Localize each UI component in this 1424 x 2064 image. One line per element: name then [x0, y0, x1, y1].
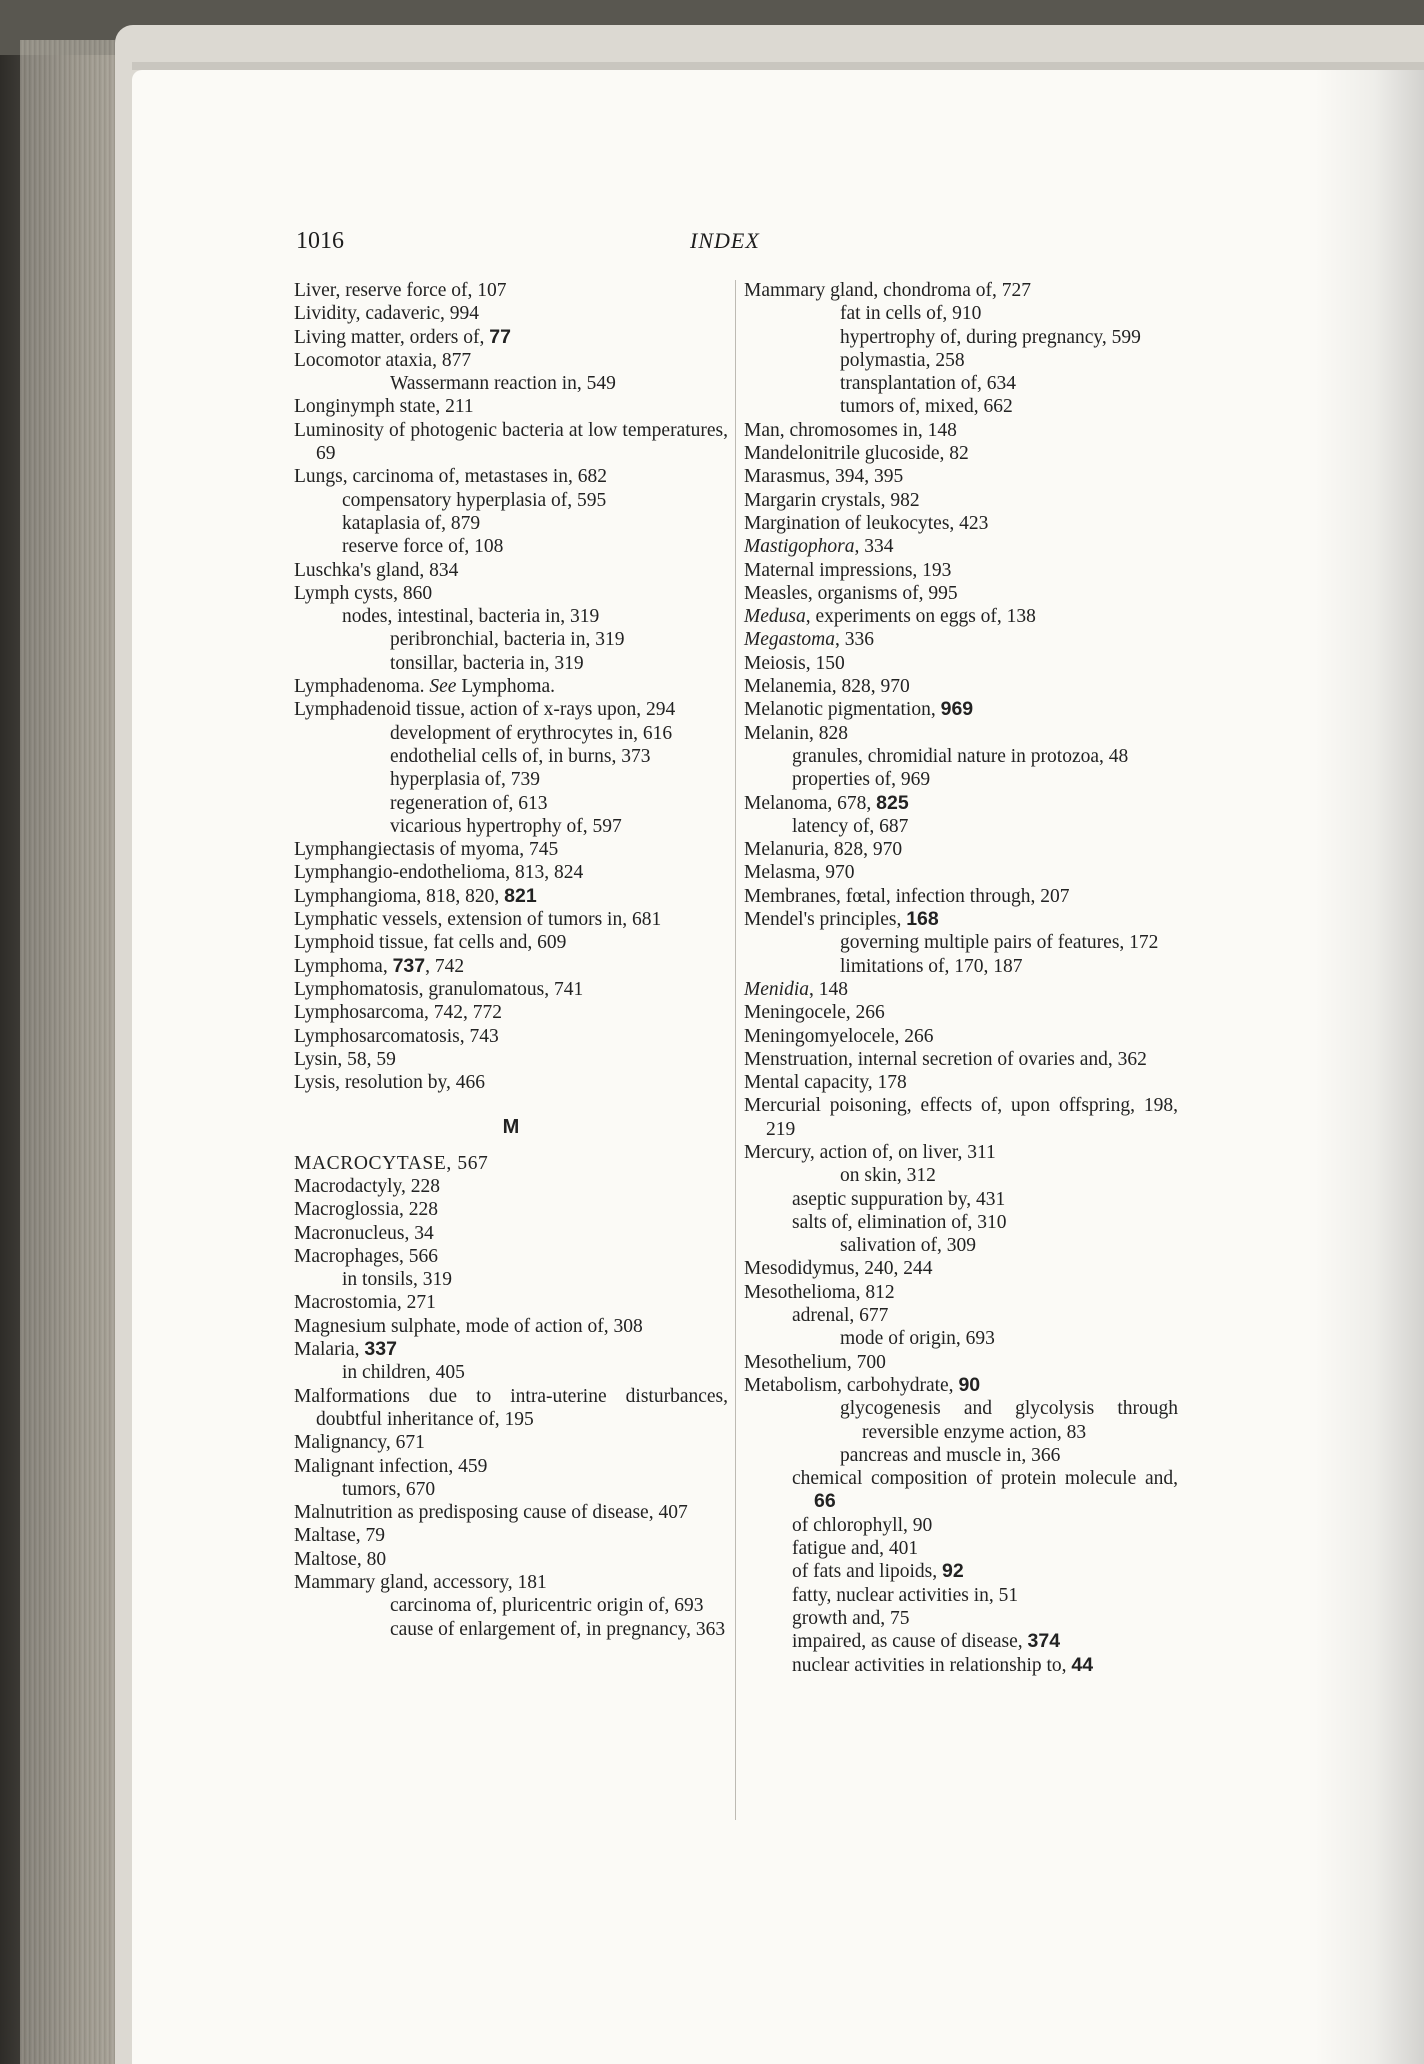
index-entry — [744, 372, 1178, 395]
entry-text: Macroglossia, 228 — [294, 1199, 439, 1221]
index-entry — [294, 1478, 728, 1501]
entry-page-bold: 66 — [814, 1490, 836, 1513]
entry-text: Lymphoid tissue, fat cells and, 609 — [294, 932, 567, 954]
entry-text: of chlorophyll, 90 — [792, 1514, 933, 1536]
entry-text: Melanotic pigmentation, — [744, 699, 941, 721]
index-entry — [744, 1607, 1178, 1630]
entry-text: Wassermann reaction in, 549 — [390, 373, 616, 395]
index-column-left — [294, 279, 728, 1641]
entry-page-bold: 44 — [1071, 1653, 1094, 1676]
entry-text: Man, chromosomes in, 148 — [744, 419, 957, 441]
entry-text: Lungs, carcinoma of, metastases in, 682 — [294, 466, 607, 488]
entry-text: granules, chromidial nature in protozoa, 48 — [792, 745, 1129, 767]
entry-text: Locomotor ataxia, 877 — [294, 349, 472, 371]
index-entry — [294, 628, 728, 651]
entry-text: carcinoma of, pluricentric origin of, 693 — [390, 1595, 704, 1617]
index-entry — [744, 768, 1178, 791]
entry-text: vicarious hypertrophy of, 597 — [390, 815, 622, 837]
column-divider — [735, 280, 736, 1820]
index-entry — [744, 1048, 1178, 1071]
entry-text: Lymphomatosis, granulomatous, 741 — [294, 978, 584, 1000]
index-entry — [294, 1245, 728, 1268]
entry-text: Mercury, action of, on liver, 311 — [744, 1141, 996, 1163]
entry-page-bold: 969 — [940, 698, 974, 721]
entry-page-bold: 737 — [392, 954, 426, 977]
entry-text-tail: Lymphoma. — [456, 676, 556, 698]
index-entry — [294, 1152, 728, 1175]
section-letter: M — [502, 1116, 520, 1139]
entry-page-bold: 374 — [1027, 1630, 1061, 1653]
index-entry — [294, 349, 728, 372]
index-entry — [294, 1501, 728, 1524]
page-top-rim — [132, 62, 1424, 70]
entry-text: peribronchial, bacteria in, 319 — [390, 629, 625, 651]
index-entry — [744, 861, 1178, 884]
entry-page-bold: 90 — [958, 1373, 981, 1396]
index-entry — [744, 1164, 1178, 1187]
entry-text: Lymphadenoma. — [294, 676, 430, 698]
index-entry — [294, 559, 728, 582]
index-entry — [294, 1361, 728, 1384]
entry-text: Luschka's gland, 834 — [294, 559, 459, 581]
entry-text: Melanemia, 828, 970 — [744, 676, 910, 698]
index-entry — [294, 1618, 728, 1641]
index-entry — [294, 675, 728, 698]
index-entry — [294, 395, 728, 418]
entry-text: Lymphatic vessels, extension of tumors in, 681 — [294, 909, 662, 931]
entry-text: salivation of, 309 — [840, 1235, 976, 1257]
entry-text: Melanuria, 828, 970 — [744, 839, 903, 861]
index-entry — [294, 908, 728, 931]
index-entry — [294, 1198, 728, 1221]
index-entry — [294, 1291, 728, 1314]
entry-text: glycogenesis and glycolysis through reversible enzyme action, 83 — [840, 1398, 1178, 1443]
entry-text: cause of enlargement of, in pregnancy, 363 — [390, 1618, 726, 1640]
entry-text: Macrodactyly, 228 — [294, 1175, 441, 1197]
index-entry — [744, 885, 1178, 908]
index-entry — [744, 1397, 1178, 1444]
entry-text: regeneration of, 613 — [390, 792, 548, 814]
entry-text: Meningocele, 266 — [744, 1002, 885, 1024]
entry-text: , 336 — [835, 629, 874, 651]
index-entry — [294, 372, 728, 395]
index-entry — [294, 605, 728, 628]
index-entry — [294, 838, 728, 861]
entry-text: MACROCYTASE, 567 — [294, 1152, 489, 1174]
index-entry — [744, 419, 1178, 442]
index-entry — [744, 465, 1178, 488]
entry-italic-ref: See — [429, 676, 457, 698]
entry-text: kataplasia of, 879 — [342, 512, 481, 534]
index-entry — [744, 698, 1178, 721]
entry-text: Maternal impressions, 193 — [744, 559, 952, 581]
entry-text: polymastia, 258 — [840, 349, 965, 371]
index-entry — [294, 1594, 728, 1617]
index-entry — [744, 745, 1178, 768]
index-entry — [294, 722, 728, 745]
index-entry — [744, 1188, 1178, 1211]
entry-text: Lymphosarcomatosis, 743 — [294, 1025, 499, 1047]
entry-text: Lividity, cadaveric, 994 — [294, 303, 480, 325]
index-entry — [294, 861, 728, 884]
entry-text: properties of, 969 — [792, 769, 931, 791]
entry-text: Mental capacity, 178 — [744, 1072, 907, 1094]
index-entry — [744, 1001, 1178, 1024]
index-entry — [294, 1048, 728, 1071]
entry-text: Lymphosarcoma, 742, 772 — [294, 1002, 502, 1024]
entry-page-bold: 77 — [489, 325, 511, 348]
entry-text: Melanin, 828 — [744, 722, 848, 744]
entry-page-bold: 168 — [906, 908, 939, 931]
index-entry — [294, 279, 728, 302]
entry-text: fatty, nuclear activities in, 51 — [792, 1584, 1019, 1606]
entry-text: Lysis, resolution by, 466 — [294, 1072, 486, 1094]
index-entry — [744, 652, 1178, 675]
entry-text: Meiosis, 150 — [744, 652, 845, 674]
index-entry — [744, 628, 1178, 651]
entry-text: endothelial cells of, in burns, 373 — [390, 745, 651, 767]
index-entry — [744, 931, 1178, 954]
index-entry — [294, 1222, 728, 1245]
index-entry — [294, 1025, 728, 1048]
entry-text: governing multiple pairs of features, 172 — [840, 932, 1159, 954]
index-entry — [294, 652, 728, 675]
index-entry — [744, 1351, 1178, 1374]
entry-text: , experiments on eggs of, 138 — [805, 606, 1036, 628]
entry-text: Luminosity of photogenic bacteria at low temperatures, 69 — [294, 419, 728, 465]
index-entry — [744, 279, 1178, 302]
entry-text: Lymphangiectasis of myoma, 745 — [294, 839, 559, 861]
entry-text: Mercurial poisoning, effects of, upon offspring, 198, 219 — [744, 1095, 1178, 1140]
entry-text: Marasmus, 394, 395 — [744, 466, 904, 488]
index-entry — [744, 1025, 1178, 1048]
entry-text: Mendel's principles, — [744, 909, 907, 931]
index-entry — [744, 1327, 1178, 1350]
entry-text: Malignancy, 671 — [294, 1432, 425, 1454]
index-entry — [744, 815, 1178, 838]
index-entry — [744, 605, 1178, 628]
entry-text: pancreas and muscle in, 366 — [840, 1444, 1061, 1466]
index-entry — [294, 1175, 728, 1198]
entry-text: , 148 — [808, 978, 848, 1000]
entry-page-bold: 337 — [364, 1338, 397, 1361]
index-entry — [744, 1584, 1178, 1607]
entry-italic-term: Menidia — [744, 978, 809, 1000]
entry-text: chemical composition of protein molecule and, — [792, 1468, 1178, 1490]
index-entry — [744, 675, 1178, 698]
index-entry — [744, 722, 1178, 745]
entry-text: development of erythrocytes in, 616 — [390, 722, 673, 744]
index-entry — [744, 1467, 1178, 1514]
index-entry — [294, 535, 728, 558]
entry-text: impaired, as cause of disease, — [792, 1631, 1028, 1653]
index-entry — [294, 698, 728, 721]
entry-text: Macronucleus, 34 — [294, 1222, 434, 1244]
entry-text: growth and, 75 — [792, 1607, 910, 1629]
index-entry — [744, 1537, 1178, 1560]
entry-text: Mammary gland, chondroma of, 727 — [744, 280, 1032, 301]
entry-text: on skin, 312 — [840, 1165, 936, 1187]
index-entry — [744, 978, 1178, 1001]
index-entry — [744, 1444, 1178, 1467]
index-entry — [744, 1304, 1178, 1327]
index-entry — [744, 1257, 1178, 1280]
index-entry — [744, 1211, 1178, 1234]
entry-text: fat in cells of, 910 — [840, 303, 982, 325]
index-entry — [294, 768, 728, 791]
entry-text: Malformations due to intra-uterine disturbances, doubtful inheritance of, 195 — [294, 1385, 728, 1430]
entry-text: tumors, 670 — [342, 1478, 436, 1500]
entry-text: nodes, intestinal, bacteria in, 319 — [342, 606, 600, 628]
index-entry — [294, 1338, 728, 1361]
entry-text: Mandelonitrile glucoside, 82 — [744, 443, 969, 465]
index-entry — [294, 1524, 728, 1547]
page-curl-shadow — [1314, 70, 1424, 2064]
entry-text-tail: , 742 — [425, 955, 465, 977]
entry-text: transplantation of, 634 — [840, 373, 1017, 395]
entry-text: Maltose, 80 — [294, 1548, 387, 1570]
index-entry — [294, 1548, 728, 1571]
index-entry — [744, 302, 1178, 325]
entry-text: Margarin crystals, 982 — [744, 489, 920, 511]
index-entry — [294, 792, 728, 815]
entry-italic-term: Medusa — [744, 606, 806, 628]
entry-text: Measles, organisms of, 995 — [744, 582, 958, 604]
entry-text: of fats and lipoids, — [792, 1561, 943, 1583]
entry-text: Mesodidymus, 240, 244 — [744, 1258, 933, 1280]
index-entry — [744, 1630, 1178, 1653]
entry-text: Maltase, 79 — [294, 1525, 385, 1547]
index-entry — [744, 582, 1178, 605]
index-entry — [294, 885, 728, 908]
index-entry — [744, 489, 1178, 512]
entry-text: salts of, elimination of, 310 — [792, 1211, 1007, 1233]
entry-text: reserve force of, 108 — [342, 536, 504, 558]
index-entry — [294, 1268, 728, 1291]
entry-text: nuclear activities in relationship to, — [792, 1654, 1072, 1676]
index-entry — [744, 395, 1178, 418]
entry-text: Malaria, — [294, 1339, 365, 1361]
index-entry — [294, 1001, 728, 1024]
entry-text: Malignant infection, 459 — [294, 1455, 488, 1477]
entry-text: Macrostomia, 271 — [294, 1292, 436, 1314]
index-entry — [294, 582, 728, 605]
index-entry — [294, 978, 728, 1001]
index-entry — [294, 419, 728, 466]
entry-text: limitations of, 170, 187 — [840, 955, 1023, 977]
index-entry — [294, 489, 728, 512]
index-entry — [294, 465, 728, 488]
index-entry — [294, 1315, 728, 1338]
entry-page-bold: 825 — [876, 791, 909, 814]
index-entry — [294, 931, 728, 954]
index-entry — [744, 1234, 1178, 1257]
index-entry — [744, 1654, 1178, 1677]
entry-text: Lymphangioma, 818, 820, — [294, 885, 505, 907]
entry-text: Mesothelium, 700 — [744, 1351, 886, 1373]
entry-text: Mammary gland, accessory, 181 — [294, 1572, 547, 1594]
entry-text: mode of origin, 693 — [840, 1328, 995, 1350]
index-entry — [744, 1514, 1178, 1537]
index-entry — [744, 512, 1178, 535]
index-entry — [294, 1385, 728, 1432]
entry-text: hyperplasia of, 739 — [390, 769, 541, 791]
index-entry — [744, 1094, 1178, 1141]
entry-text: tonsillar, bacteria in, 319 — [390, 652, 584, 674]
index-entry — [294, 326, 728, 349]
entry-italic-term: Megastoma — [744, 629, 835, 651]
entry-text: Margination of leukocytes, 423 — [744, 512, 989, 534]
entry-text: Living matter, orders of, — [294, 326, 490, 348]
index-entry — [744, 792, 1178, 815]
index-entry — [294, 955, 728, 978]
entry-page-bold: 821 — [504, 884, 537, 907]
index-entry — [744, 908, 1178, 931]
index-entry — [294, 1431, 728, 1454]
index-entry — [294, 745, 728, 768]
index-entry — [744, 442, 1178, 465]
entry-text: Macrophages, 566 — [294, 1245, 439, 1267]
entry-text: Melanoma, 678, — [744, 792, 877, 814]
entry-text: hypertrophy of, during pregnancy, 599 — [840, 326, 1141, 348]
index-entry — [744, 1560, 1178, 1583]
index-entry — [744, 349, 1178, 372]
index-entry — [294, 1571, 728, 1594]
index-entry — [294, 512, 728, 535]
entry-text: Lymphangio-endothelioma, 813, 824 — [294, 862, 584, 884]
index-entry — [744, 838, 1178, 861]
entry-text: Lysin, 58, 59 — [294, 1048, 396, 1070]
entry-text: compensatory hyperplasia of, 595 — [342, 489, 607, 511]
index-entry — [294, 815, 728, 838]
index-entry — [744, 535, 1178, 558]
index-entry — [744, 1071, 1178, 1094]
entry-text: Malnutrition as predisposing cause of disease, 407 — [294, 1502, 688, 1524]
entry-text: in children, 405 — [342, 1362, 465, 1384]
entry-text: Lymph cysts, 860 — [294, 582, 433, 604]
entry-text: latency of, 687 — [792, 815, 909, 837]
index-entry — [744, 1141, 1178, 1164]
entry-text: adrenal, 677 — [792, 1305, 889, 1327]
entry-text: in tonsils, 319 — [342, 1269, 452, 1291]
index-entry — [744, 1281, 1178, 1304]
index-entry — [294, 1455, 728, 1478]
entry-text: Meningomyelocele, 266 — [744, 1025, 934, 1047]
entry-text: Metabolism, carbohydrate, — [744, 1374, 959, 1396]
entry-page-bold: 92 — [942, 1560, 964, 1583]
entry-text: Lymphadenoid tissue, action of x-rays upon, 294 — [294, 699, 676, 721]
entry-text: tumors of, mixed, 662 — [840, 396, 1013, 418]
entry-text: Liver, reserve force of, 107 — [294, 280, 507, 301]
entry-text: Lymphoma, — [294, 955, 393, 977]
entry-text: Menstruation, internal secretion of ovaries and, 362 — [744, 1048, 1147, 1070]
index-entry — [294, 1071, 728, 1094]
entry-text: Magnesium sulphate, mode of action of, 308 — [294, 1315, 643, 1337]
index-entry — [744, 559, 1178, 582]
entry-text: fatigue and, 401 — [792, 1538, 919, 1560]
index-entry — [744, 326, 1178, 349]
running-head: INDEX — [690, 228, 760, 253]
entry-text: , 334 — [854, 536, 894, 558]
entry-text: aseptic suppuration by, 431 — [792, 1188, 1006, 1210]
entry-italic-term: Mastigophora — [744, 536, 855, 558]
entry-text: Melasma, 970 — [744, 862, 855, 884]
index-entry — [744, 955, 1178, 978]
entry-text: Membranes, fœtal, infection through, 207 — [744, 885, 1070, 907]
page-number: 1016 — [296, 228, 344, 254]
entry-text: Mesothelioma, 812 — [744, 1281, 895, 1303]
entry-text: Longinymph state, 211 — [294, 396, 474, 418]
index-entry — [744, 1374, 1178, 1397]
index-entry — [294, 302, 728, 325]
index-column-right — [744, 279, 1178, 1677]
